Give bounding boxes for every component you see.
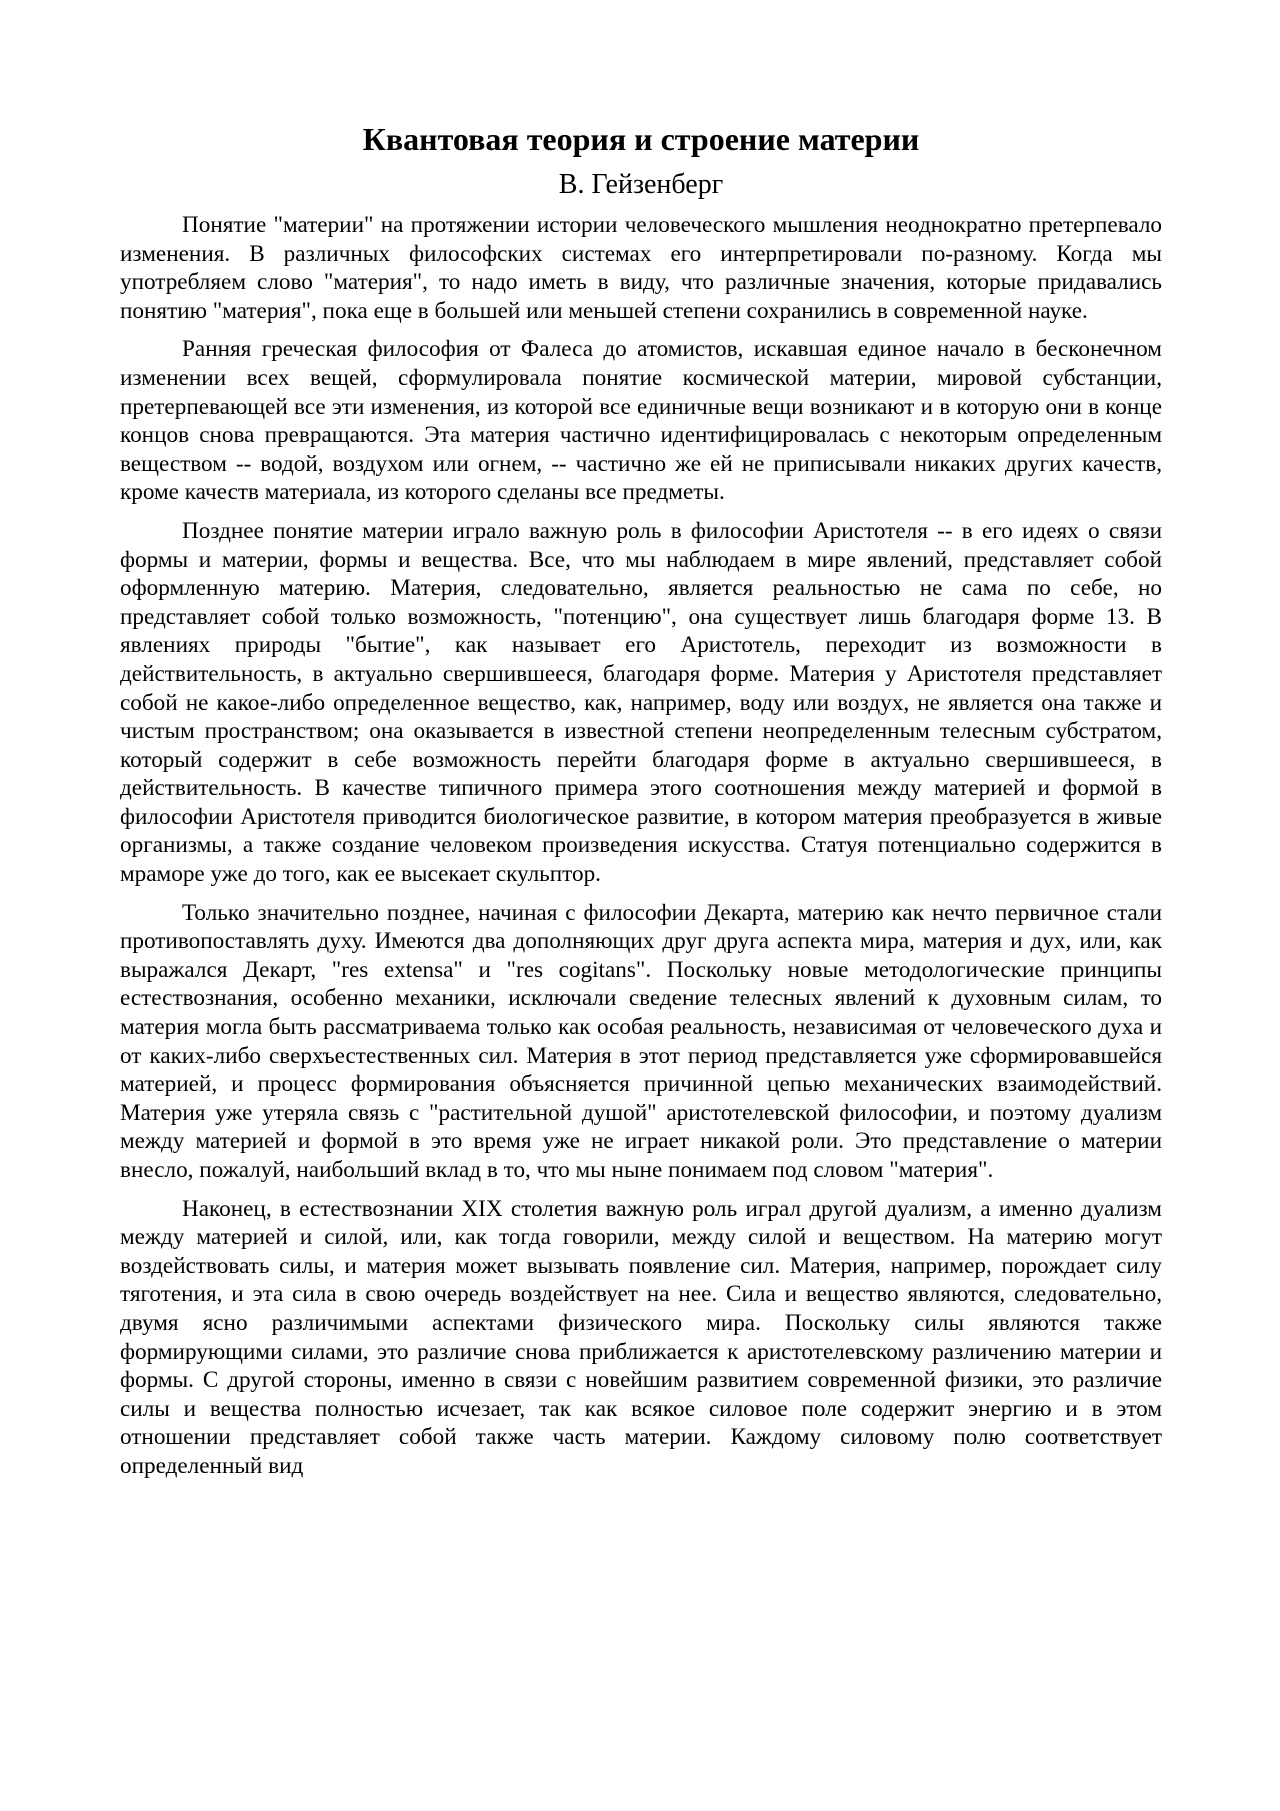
paragraph: Позднее понятие материи играло важную роль в философии Аристотеля -- в его идеях о связи формы и материи, формы и вещества. Все, что мы наблюдаем в мире явлений, представляет собой оформленную материю. Материя, следовательно, является реальностью не сама по себе, но представляет собой только возможность, "потенцию", она существует лишь благодаря форме 13. В явлениях природы "бытие", как называет его Аристотель, переходит из возможности в действительность, в актуально свершившееся, благодаря форме. Материя у Аристотеля представляет собой не какое-либо определенное вещество, как, например, воду или воздух, не является она также и чистым пространством; она оказывается в известной степени неопределенным телесным субстратом, который содержит в себе возможность перейти благодаря форме в актуально свершившееся, в действительность. В качестве типичного примера этого соотношения между материей и формой в философии Аристотеля приводится биологическое развитие, в котором материя преобразуется в живые организмы, а также создание человеком произведения искусства. Статуя потенциально содержится в мраморе уже до того, как ее высекает скульптор. bbox=[120, 517, 1162, 888]
document-author: В. Гейзенберг bbox=[558, 169, 724, 200]
paragraph: Понятие "материи" на протяжении истории человеческого мышления неоднократно претерпевало изменения. В различных философских системах его интерпретировали по-разному. Когда мы употребляем слово "материя", то надо иметь в виду, что различные значения, которые придавались понятию "материя", пока еще в большей или меньшей степени сохранились в современной науке. bbox=[120, 212, 1162, 324]
paragraph: Наконец, в естествознании XIX столетия важную роль играл другой дуализм, а именно дуализм между материей и силой, или, как тогда говорили, между силой и веществом. На материю могут воздействовать силы, и материя может вызывать появление сил. Материя, например, порождает силу тяготения, и эта сила в свою очередь воздействует на нее. Сила и вещество являются, следовательно, двумя ясно различимыми аспектами физического мира. Поскольку силы являются также формирующими силами, это различие снова приближается к аристотелевскому различению материи и формы. С другой стороны, именно в связи с новейшим развитием современной физики, это различие силы и вещества полностью исчезает, так как всякое силовое поле содержит энергию и в этом отношении представляет собой также часть материи. Каждому силовому полю соответствует определенный вид bbox=[120, 1195, 1162, 1479]
paragraph: Ранняя греческая философия от Фалеса до атомистов, искавшая единое начало в бесконечном изменении всех вещей, сформулировала понятие космической материи, мировой субстанции, претерпевающей все эти изменения, из которой все единичные вещи возникают и в которую они в конце концов снова превращаются. Эта материя частично идентифицировалась с некоторым определенным веществом -- водой, воздухом или огнем, -- частично же ей не приписывали никаких других качеств, кроме качеств материала, из которого сделаны все предметы. bbox=[120, 336, 1162, 506]
paragraph: Только значительно позднее, начиная с философии Декарта, материю как нечто первичное стали противопоставлять духу. Имеются два дополняющих друг друга аспекта мира, материя и дух, или, как выражался Декарт, "res extensa" и "res cogitans". Поскольку новые методологические принципы естествознания, особенно механики, исключали сведение телесных явлений к духовным силам, то материя могла быть рассматриваема только как особая реальность, независимая от человеческого духа и от каких-либо сверхъестественных сил. Материя в этот период представляется уже сформировавшейся материей, и процесс формирования объясняется причинной цепью механических взаимодействий. Материя уже утеряла связь с "растительной душой" аристотелевской философии, и поэтому дуализм между материей и формой в это время уже не играет никакой роли. Это представление о материи внесло, пожалуй, наибольший вклад в то, что мы ныне понимаем под словом "материя". bbox=[120, 899, 1162, 1183]
document-title: Квантовая теория и строение материи bbox=[362, 121, 920, 157]
document-page bbox=[120, 115, 1162, 1491]
